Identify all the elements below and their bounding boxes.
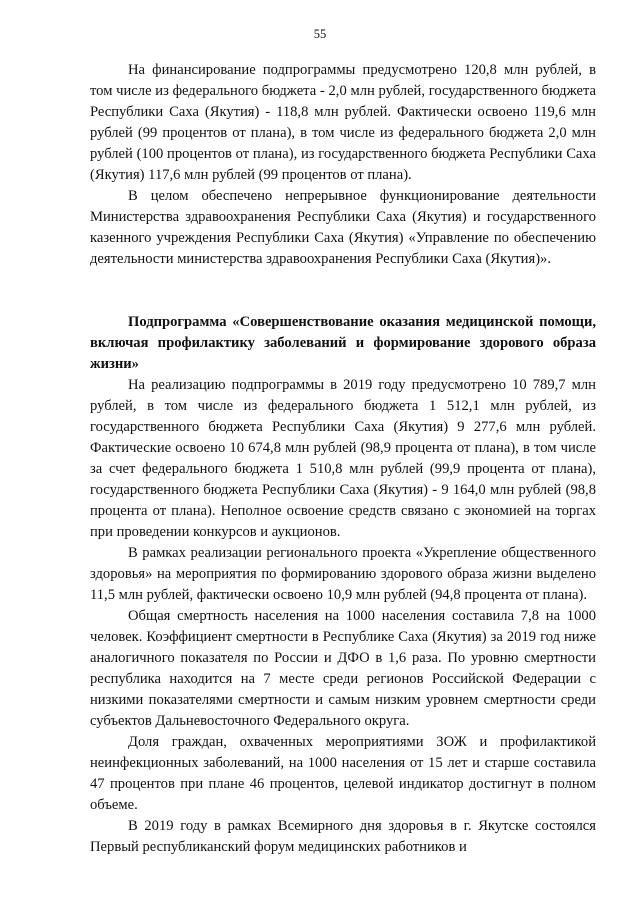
paragraph-healthy-lifestyle-share: Доля граждан, охваченных мероприятиями ЗОЖ и профилактикой неинфекционных заболеваний, на 1000 населения от 15 лет и старше составила 47 процентов при плане 46 процентов, целевой индикатор достигнут в полном объеме.: [90, 734, 596, 813]
paragraph-subprogram-funding: На реализацию подпрограммы в 2019 году предусмотрено 10 789,7 млн рублей, в том числе из федерального бюджета 1 512,1 млн рублей, из государственного бюджета Республики Саха (Якутия) 9 277,6 млн рублей. Фактические освоено 10 674,8 млн рублей (98,9 процента от плана), в том числе за счет федерального бюджета 1 510,8 млн рублей (99,9 процента от плана), государственного бюджета Республики Саха (Якутия) - 9 164,0 млн рублей (98,8 процента от плана). Неполное освоение средств связано с экономией на торгах при проведении конкурсов и аукционов.: [90, 377, 596, 540]
paragraph-financing: На финансирование подпрограммы предусмотрено 120,8 млн рублей, в том числе из федерального бюджета - 2,0 млн рублей, государственного бюджета Республики Саха (Якутия) - 118,8 млн рублей. Фактически освоено 119,6 млн рублей (99 процентов от плана), в том числе из федерального бюджета 2,0 млн рублей (100 процентов от плана), из государственного бюджета Республики Саха (Якутия) 117,6 млн рублей (99 процентов от плана).: [90, 62, 596, 183]
paragraph-world-health-day: В 2019 году в рамках Всемирного дня здоровья в г. Якутске состоялся Первый республиканский форум медицинских работников и: [90, 818, 596, 855]
paragraph-regional-project: В рамках реализации регионального проекта «Укрепление общественного здоровья» на мероприятия по формированию здорового образа жизни выделено 11,5 млн рублей, фактически освоено 10,9 млн рублей (94,8 процента от плана).: [90, 545, 596, 603]
paragraph-mortality: Общая смертность населения на 1000 населения составила 7,8 на 1000 человек. Коэффициент смертности в Республике Саха (Якутия) за 2019 год ниже аналогичного показателя по России и ДФО в 1,6 раза. По уровню смертности республика находится на 7 месте среди регионов Российской Федерации с низкими показателями смертности и самым низким уровнем смертности среди субъектов Дальневосточного Федерального округа.: [90, 608, 596, 729]
paragraph-ministry-operations: В целом обеспечено непрерывное функционирование деятельности Министерства здравоохранения Республики Саха (Якутия) и государственного казенного учреждения Республики Саха (Якутия) «Управление по обеспечению деятельности министерства здравоохранения Республики Саха (Якутия)».: [90, 188, 596, 267]
subprogram-heading: Подпрограмма «Совершенствование оказания медицинской помощи, включая профилактику заболеваний и формирование здорового образа жизни»: [90, 314, 596, 372]
page-number: 55: [313, 27, 327, 41]
document-body: [90, 60, 596, 858]
